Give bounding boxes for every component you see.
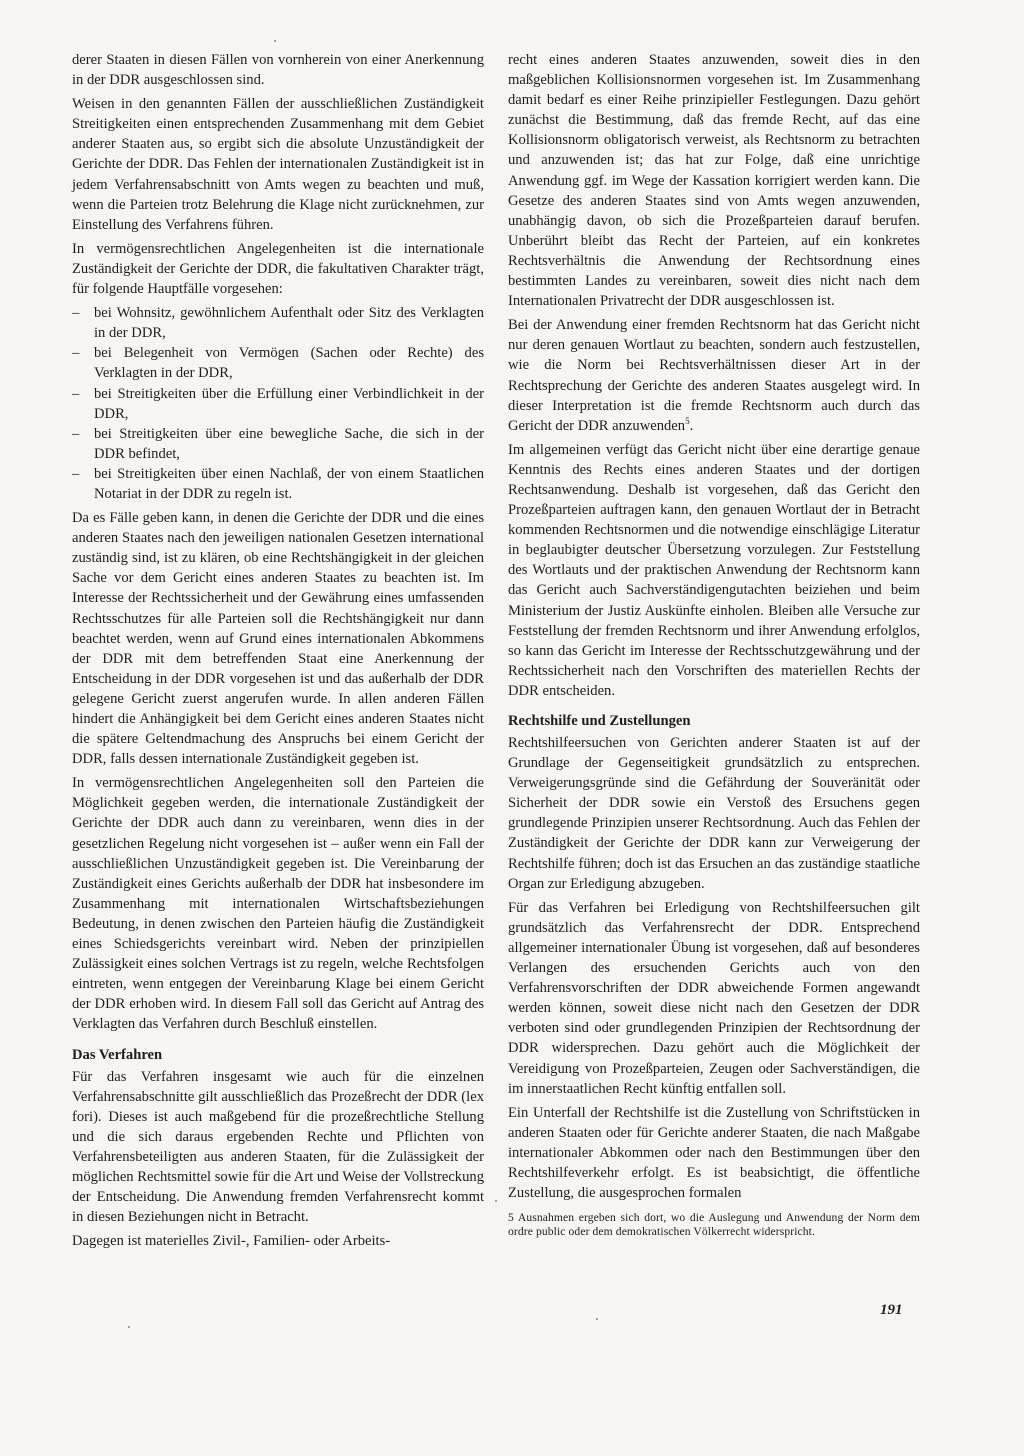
dash-marker: –	[72, 385, 80, 402]
footnote: 5 Ausnahmen ergeben sich dort, wo die Auslegung und Anwendung der Norm dem ordre public oder dem demokratischen Völkerrecht widerspricht.	[508, 1211, 920, 1239]
paragraph: Für das Verfahren bei Erledigung von Rechtshilfeersuchen gilt grundsätzlich das Verfahrensrecht der DDR. Entsprechend allgemeiner internationaler Übung ist vorgesehen, daß auf besonderes Verlangen des ersuchenden Gerichts auch von den Verfahrensvorschriften der DDR abweichende Formen angewandt werden können, soweit diese nicht nach den Gesetzen der DDR verboten sind oder grundlegenden Prinzipien der Rechtsordnung der DDR widersprechen. Dazu gehört auch die Möglichkeit der Vereidigung von Prozeßparteien, Zeugen oder Sachverständigen, die im innerstaatlichen Recht künftig entfallen soll.	[508, 899, 920, 1097]
print-speck	[596, 1318, 598, 1320]
bullet-text: bei Streitigkeiten über die Erfüllung einer Verbindlichkeit in der DDR,	[94, 385, 484, 422]
right-column	[508, 50, 920, 1251]
dash-marker: –	[72, 425, 80, 442]
dash-marker: –	[72, 305, 80, 322]
paragraph: Für das Verfahren insgesamt wie auch für die einzelnen Verfahrensabschnitte gilt ausschließlich das Prozeßrecht der DDR (lex fori). Dieses ist auch maßgebend für die prozeßrechtliche Stellung und die sich daraus ergebenden Rechte und Pflichten von Verfahrensbeteiligten aus anderen Staaten, für die Zulässigkeit der möglichen Rechtsmittel sowie für die Art und Weise der Vollstreckung der Entscheidung. Die Anwendung fremden Verfahrensrecht kommt in diesen Beziehungen nicht in Betracht.	[72, 1068, 484, 1226]
bullet-item	[72, 343, 484, 383]
bullet-item	[72, 384, 484, 424]
paragraph: derer Staaten in diesen Fällen von vornherein von einer Anerkennung in der DDR ausgeschlossen sind.	[72, 52, 484, 89]
dash-marker: –	[72, 465, 80, 482]
page-number: 191	[880, 1302, 903, 1318]
bullet-item	[72, 464, 484, 504]
bullet-text: bei Belegenheit von Vermögen (Sachen oder Rechte) des Verklagten in der DDR,	[94, 345, 484, 382]
footnote-reference: 5	[685, 415, 690, 426]
paragraph: Dagegen ist materielles Zivil-, Familien- oder Arbeits-	[72, 1233, 391, 1250]
section-heading: Rechtshilfe und Zustellungen	[508, 713, 691, 729]
bullet-list	[72, 303, 484, 504]
dash-marker: –	[72, 345, 80, 362]
print-speck	[495, 1200, 497, 1202]
paragraph: In vermögensrechtlichen Angelegenheiten soll den Parteien die Möglichkeit gegeben werden, die internationale Zuständigkeit der Gerichte der DDR auch dann zu vereinbaren, wenn dies in der gesetzlichen Regelung nicht vorgesehen ist – außer wenn ein Fall der ausschließlichen Unzuständigkeit gegeben ist. Die Vereinbarung der Zuständigkeit eines Gerichts außerhalb der DDR hat insbesondere im Zusammenhang mit internationalen Wirtschaftsbeziehungen Bedeutung, in denen zwischen den Parteien häufig die Zuständigkeit eines Schiedsgerichts vereinbart wird. Neben der prinzipiellen Zulässigkeit eines solchen Vertrags ist zu regeln, welche Rechtsfolgen eintreten, wenn entgegen der Vereinbarung Klage bei einem Gericht der DDR erhoben wird. In diesem Fall soll das Gericht auf Antrag des Verklagten das Verfahren durch Beschluß einstellen.	[72, 775, 484, 1033]
paragraph: Rechtshilfeersuchen von Gerichten anderer Staaten ist auf der Grundlage der Gegenseitigkeit grundsätzlich zu entsprechen. Verweigerungsgründe sind die Gefährdung der Souveränität oder Sicherheit der DDR sowie ein Verstoß des Ersuchens gegen grundlegende Prinzipien unserer Rechtsordnung. Auch das Fehlen der Zuständigkeit der Gerichte der DDR kann zur Verweigerung der Rechtshilfe führen; doch ist das Ersuchen an das zuständige staatliche Organ zur Erledigung abzugeben.	[508, 735, 920, 892]
bullet-text: bei Wohnsitz, gewöhnlichem Aufenthalt oder Sitz des Verklagten in der DDR,	[94, 305, 484, 342]
paragraph: Im allgemeinen verfügt das Gericht nicht über eine derartige genaue Kenntnis des Rechts eines anderen Staates und der dortigen Rechtsanwendung. Deshalb ist vorgesehen, daß das Gericht den Prozeßparteien auftragen kann, den genauen Wortlaut der in Betracht kommenden Rechtsnormen und die notwendige einschlägige Literatur in beglaubigter deutscher Übersetzung vorzulegen. Zur Feststellung des Wortlauts und der praktischen Anwendung der Rechtsnorm kann das Gericht auch Sachverständigengutachten beiziehen und beim Ministerium der Justiz Auskünfte einholen. Bleiben alle Versuche zur Feststellung der fremden Rechtsnorm und ihrer Anwendung erfolglos, so kann das Gericht im Interesse der Rechtsschutzgewährung und der Rechtssicherheit nach den Vorschriften des materiellen Rechts der DDR entscheiden.	[508, 441, 920, 699]
bullet-text: bei Streitigkeiten über eine bewegliche Sache, die sich in der DDR befindet,	[94, 425, 484, 462]
paragraph	[508, 315, 920, 436]
bullet-text: bei Streitigkeiten über einen Nachlaß, der von einem Staatlichen Notariat in der DDR zu regeln ist.	[94, 465, 484, 502]
paragraph-end: .	[689, 417, 694, 434]
bullet-item	[72, 303, 484, 343]
paragraph-text: Bei der Anwendung einer fremden Rechtsnorm hat das Gericht nicht nur deren genauen Wortlaut zu beachten, sondern auch festzustellen, wie die Norm bei Rechtsverhältnissen dieser Art in der Rechtsprechung der Gerichte des anderen Staates ausgelegt wird. In dieser Interpretation ist die fremde Rechtsnorm auch durch das Gericht der DDR anzuwenden	[508, 317, 920, 434]
print-speck	[274, 40, 276, 42]
print-speck	[128, 1326, 130, 1328]
left-column	[72, 50, 484, 1255]
paragraph: Da es Fälle geben kann, in denen die Gerichte der DDR und die eines anderen Staates nach den jeweiligen nationalen Gesetzen international zuständig sind, ist zu klären, ob eine Rechtshängigkeit in der gleichen Sache vor dem Gericht eines anderen Staates zu beachten ist. Im Interesse der Rechtssicherheit und der Gewährung eines umfassenden Rechtsschutzes für alle Parteien soll die Rechtshängigkeit nur dann beachtet werden, wenn auf Grund eines internationalen Abkommens der DDR mit dem betreffenden Staat eine Anerkennung der Entscheidung in der DDR vorgesehen ist und das außerhalb der DDR gelegene Gericht zuerst angerufen wurde. In allen anderen Fällen hindert die Anhängigkeit bei dem Gericht eines anderen Staates nicht die spätere Geltendmachung des Anspruchs bei einem Gericht der DDR, falls dessen internationale Zuständigkeit gegeben ist.	[72, 510, 484, 768]
paragraph: Ein Unterfall der Rechtshilfe ist die Zustellung von Schriftstücken in anderen Staaten oder für Gerichte anderer Staaten, die nach Maßgabe internationaler Abkommen oder nach den Bestimmungen über den Rechtshilfeverkehr erfolgt. Es ist beabsichtigt, die öffentliche Zustellung, die ausgesprochen formalen	[508, 1104, 920, 1202]
paragraph: Weisen in den genannten Fällen der ausschließlichen Zuständigkeit Streitigkeiten einen entsprechenden Zusammenhang mit dem Gebiet anderer Staaten aus, so ergibt sich die absolute Unzuständigkeit der Gerichte der DDR. Das Fehlen der internationalen Zuständigkeit ist in jedem Verfahrensabschnitt von Amts wegen zu beachten und muß, wenn die Parteien trotz Belehrung die Klage nicht zurücknehmen, zur Einstellung des Verfahrens führen.	[72, 96, 484, 233]
bullet-item	[72, 424, 484, 464]
paragraph: recht eines anderen Staates anzuwenden, soweit dies in den maßgeblichen Kollisionsnormen vorgesehen ist. Im Zusammenhang damit bedarf es einer Reihe prinzipieller Festlegungen. Dazu gehört zunächst die Bestimmung, daß das fremde Recht, auf das eine Kollisionsnorm obligatorisch verweist, als Rechtsnorm zu betrachten und anzuwenden ist; das hat zur Folge, daß eine unrichtige Anwendung ggf. im Wege der Kassation korrigiert werden kann. Die Gesetze des anderen Staates sind von Amts wegen anzuwenden, unabhängig davon, ob sich die Prozeßparteien darauf berufen. Unberührt bleibt das Recht der Parteien, auf ein konkretes Rechtsverhältnis die Anwendung der Rechtsordnung eines bestimmten Landes zu vereinbaren, soweit dies nicht nach dem Internationalen Privatrecht der DDR ausgeschlossen ist.	[508, 52, 920, 310]
paragraph: In vermögensrechtlichen Angelegenheiten ist die internationale Zuständigkeit der Gerichte der DDR, die fakultativen Charakter trägt, für folgende Hauptfälle vorgesehen:	[72, 240, 484, 298]
section-heading: Das Verfahren	[72, 1046, 163, 1063]
